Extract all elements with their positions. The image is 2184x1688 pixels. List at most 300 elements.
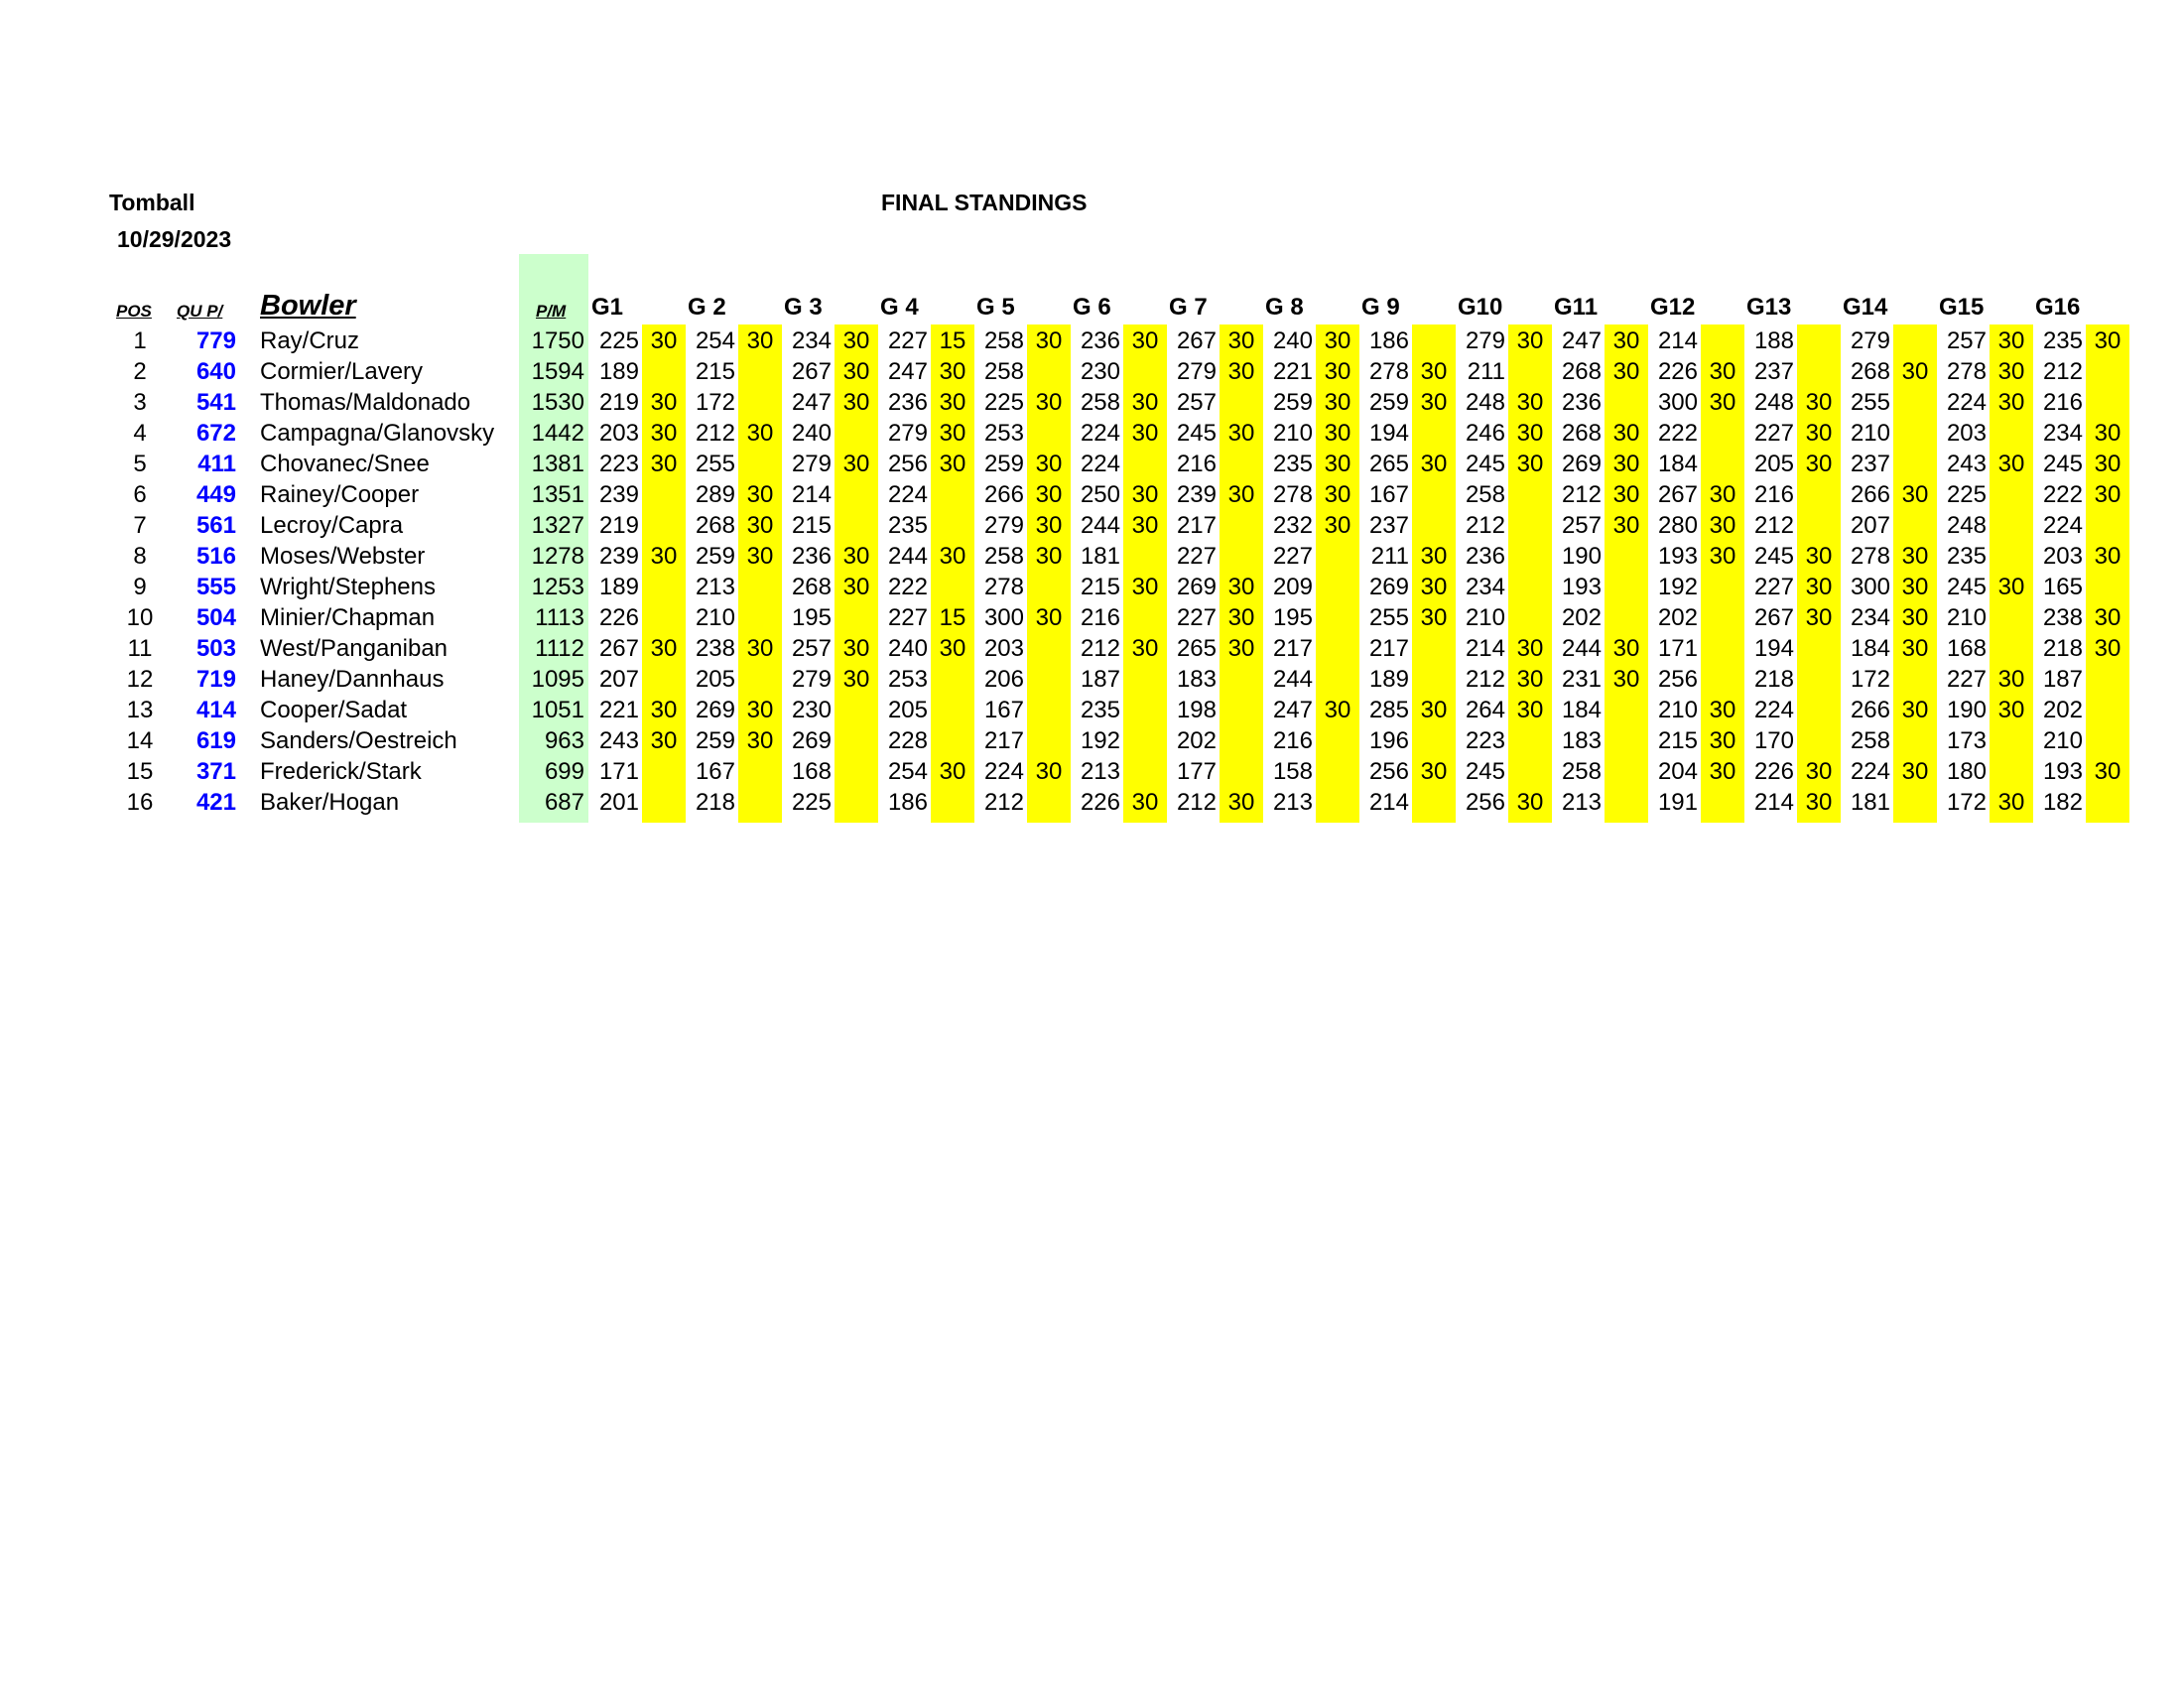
game-bonus-cell: 30 — [939, 451, 966, 477]
game-score-cell: 236 — [1080, 327, 1120, 354]
qualifier-points-cell: 672 — [195, 420, 236, 447]
bowler-name-cell: Frederick/Stark — [260, 758, 422, 785]
position-cell: 13 — [126, 697, 154, 723]
bowler-name-cell: Moses/Webster — [260, 543, 426, 570]
game-bonus-cell: 30 — [1324, 481, 1351, 508]
game-bonus-cell: 30 — [1324, 697, 1351, 723]
game-bonus-cell — [1605, 787, 1648, 818]
game-bonus-cell: 30 — [1324, 389, 1351, 416]
game-bonus-cell: 30 — [1035, 481, 1063, 508]
game-score-cell: 212 — [1465, 512, 1505, 539]
game-score-cell: 254 — [887, 758, 928, 785]
game-bonus-cell: 30 — [1612, 451, 1640, 477]
game-score-cell: 240 — [1272, 327, 1313, 354]
game-score-cell: 213 — [1561, 789, 1602, 816]
game-bonus-cell — [1123, 356, 1167, 387]
position-cell: 7 — [133, 512, 147, 539]
game-bonus-cell: 30 — [1035, 512, 1063, 539]
game-bonus-cell: 30 — [2094, 604, 2121, 631]
game-bonus-cell: 30 — [939, 758, 966, 785]
game-score-cell: 205 — [695, 666, 735, 693]
game-score-cell: 225 — [983, 389, 1024, 416]
game-bonus-cell: 30 — [1901, 574, 1929, 600]
game-score-cell: 210 — [1465, 604, 1505, 631]
game-score-cell: 243 — [598, 727, 639, 754]
game-bonus-cell — [1893, 325, 1937, 356]
position-cell: 3 — [133, 389, 147, 416]
game-bonus-cell: 30 — [1997, 451, 2025, 477]
game-bonus-cell: 30 — [1131, 635, 1159, 662]
game-bonus-cell — [931, 572, 974, 602]
game-bonus-cell: 30 — [1227, 358, 1255, 385]
game-bonus-cell — [1123, 725, 1167, 756]
game-bonus-cell: 30 — [2094, 420, 2121, 447]
game-score-cell: 212 — [2042, 358, 2083, 385]
game-column-header: G 3 — [784, 294, 823, 321]
qualifier-points-cell: 555 — [195, 574, 236, 600]
game-score-cell: 213 — [695, 574, 735, 600]
game-score-cell: 225 — [1946, 481, 1987, 508]
game-bonus-cell: 30 — [1612, 420, 1640, 447]
game-bonus-cell: 30 — [1516, 451, 1544, 477]
game-score-cell: 266 — [983, 481, 1024, 508]
game-bonus-cell — [1027, 787, 1071, 818]
game-bonus-cell: 30 — [842, 358, 870, 385]
game-score-cell: 236 — [1561, 389, 1602, 416]
game-score-cell: 227 — [1753, 574, 1794, 600]
game-score-cell: 202 — [2042, 697, 2083, 723]
game-score-cell: 256 — [1465, 789, 1505, 816]
game-score-cell: 278 — [1946, 358, 1987, 385]
game-column-header: G13 — [1746, 294, 1792, 321]
game-bonus-cell — [1701, 449, 1744, 479]
game-score-cell: 246 — [1465, 420, 1505, 447]
game-score-cell: 248 — [1946, 512, 1987, 539]
game-bonus-cell: 30 — [1997, 666, 2025, 693]
game-score-cell: 204 — [1657, 758, 1698, 785]
game-score-cell: 188 — [1753, 327, 1794, 354]
game-bonus-cell: 30 — [1035, 451, 1063, 477]
game-score-cell: 227 — [1272, 543, 1313, 570]
game-bonus-cell: 30 — [2094, 635, 2121, 662]
game-bonus-cell: 30 — [1324, 451, 1351, 477]
game-score-cell: 245 — [1465, 758, 1505, 785]
game-bonus-cell: 30 — [939, 635, 966, 662]
game-bonus-cell — [1027, 695, 1071, 725]
game-score-cell: 214 — [1368, 789, 1409, 816]
game-bonus-cell: 30 — [1612, 481, 1640, 508]
game-bonus-cell: 30 — [1709, 358, 1736, 385]
game-bonus-cell: 30 — [746, 327, 774, 354]
game-bonus-cell: 30 — [1805, 758, 1833, 785]
game-score-cell: 269 — [1176, 574, 1217, 600]
game-bonus-cell: 30 — [1805, 574, 1833, 600]
game-score-cell: 211 — [1467, 358, 1505, 385]
game-score-cell: 245 — [2042, 451, 2083, 477]
game-score-cell: 172 — [695, 389, 735, 416]
game-score-cell: 236 — [887, 389, 928, 416]
game-score-cell: 255 — [1850, 389, 1890, 416]
game-bonus-cell — [1316, 787, 1359, 818]
game-bonus-cell — [1605, 725, 1648, 756]
game-score-cell: 205 — [887, 697, 928, 723]
game-score-cell: 257 — [791, 635, 832, 662]
game-bonus-cell: 30 — [650, 543, 678, 570]
game-bonus-cell — [1797, 479, 1841, 510]
game-bonus-cell — [1027, 664, 1071, 695]
game-score-cell: 193 — [1561, 574, 1602, 600]
game-bonus-cell — [1701, 602, 1744, 633]
game-bonus-cell: 30 — [1709, 389, 1736, 416]
game-bonus-cell — [835, 602, 878, 633]
game-bonus-cell — [835, 725, 878, 756]
game-bonus-cell — [2086, 356, 2129, 387]
game-bonus-cell — [1316, 756, 1359, 787]
game-score-cell: 269 — [791, 727, 832, 754]
game-score-cell: 269 — [1368, 574, 1409, 600]
game-bonus-cell: 30 — [1612, 666, 1640, 693]
game-score-cell: 217 — [1368, 635, 1409, 662]
pm-cell: 1530 — [531, 389, 584, 416]
pm-cell: 963 — [544, 727, 584, 754]
game-bonus-cell: 30 — [1516, 635, 1544, 662]
game-score-cell: 181 — [1080, 543, 1120, 570]
game-bonus-cell — [1701, 572, 1744, 602]
game-score-cell: 214 — [1465, 635, 1505, 662]
game-bonus-cell: 30 — [1516, 697, 1544, 723]
game-score-cell: 217 — [983, 727, 1024, 754]
bowler-name-cell: Baker/Hogan — [260, 789, 400, 816]
game-score-cell: 236 — [791, 543, 832, 570]
game-bonus-cell — [1990, 418, 2033, 449]
game-column-header: G 7 — [1169, 294, 1208, 321]
game-score-cell: 240 — [887, 635, 928, 662]
game-bonus-cell — [1508, 479, 1552, 510]
game-score-cell: 195 — [1272, 604, 1313, 631]
game-bonus-cell: 30 — [1227, 635, 1255, 662]
game-score-cell: 216 — [1272, 727, 1313, 754]
game-bonus-cell — [1701, 664, 1744, 695]
game-score-cell: 224 — [1080, 420, 1120, 447]
game-score-cell: 224 — [1850, 758, 1890, 785]
bowler-name-cell: Lecroy/Capra — [260, 512, 404, 539]
game-score-cell: 216 — [1753, 481, 1794, 508]
game-score-cell: 218 — [1753, 666, 1794, 693]
game-score-cell: 172 — [1850, 666, 1890, 693]
game-bonus-cell — [2086, 787, 2129, 818]
game-bonus-cell: 30 — [1035, 604, 1063, 631]
game-score-cell: 203 — [983, 635, 1024, 662]
game-score-cell: 224 — [1946, 389, 1987, 416]
game-bonus-cell — [1508, 572, 1552, 602]
game-column-header: G 2 — [688, 294, 726, 321]
game-score-cell: 258 — [983, 543, 1024, 570]
game-bonus-cell — [1508, 510, 1552, 541]
game-bonus-cell: 30 — [1805, 543, 1833, 570]
game-score-cell: 212 — [1561, 481, 1602, 508]
game-bonus-cell — [1220, 664, 1263, 695]
game-bonus-cell: 30 — [1516, 789, 1544, 816]
game-bonus-cell: 30 — [1709, 758, 1736, 785]
game-bonus-cell — [1797, 325, 1841, 356]
game-score-cell: 187 — [1080, 666, 1120, 693]
game-bonus-cell: 30 — [1227, 327, 1255, 354]
game-score-cell: 227 — [887, 327, 928, 354]
game-bonus-cell: 30 — [650, 635, 678, 662]
game-bonus-cell: 30 — [1227, 481, 1255, 508]
game-score-cell: 195 — [791, 604, 832, 631]
game-score-cell: 234 — [2042, 420, 2083, 447]
game-bonus-cell — [1412, 418, 1456, 449]
game-bonus-cell — [1990, 541, 2033, 572]
game-score-cell: 257 — [1946, 327, 1987, 354]
game-score-cell: 239 — [598, 481, 639, 508]
game-bonus-cell: 30 — [842, 543, 870, 570]
game-score-cell: 212 — [1465, 666, 1505, 693]
game-score-cell: 267 — [1657, 481, 1698, 508]
game-score-cell: 232 — [1272, 512, 1313, 539]
game-score-cell: 219 — [598, 512, 639, 539]
game-score-cell: 259 — [695, 543, 735, 570]
game-bonus-cell — [1412, 633, 1456, 664]
game-bonus-cell: 30 — [1131, 389, 1159, 416]
game-bonus-cell: 30 — [2094, 758, 2121, 785]
game-score-cell: 230 — [791, 697, 832, 723]
game-score-cell: 165 — [2042, 574, 2083, 600]
game-bonus-cell: 30 — [842, 327, 870, 354]
game-score-cell: 268 — [1850, 358, 1890, 385]
game-score-cell: 279 — [791, 451, 832, 477]
game-score-cell: 279 — [983, 512, 1024, 539]
game-bonus-cell — [1316, 633, 1359, 664]
game-bonus-cell: 30 — [1516, 389, 1544, 416]
game-bonus-cell: 30 — [650, 420, 678, 447]
game-score-cell: 170 — [1753, 727, 1794, 754]
game-bonus-cell: 30 — [746, 420, 774, 447]
game-score-cell: 218 — [2042, 635, 2083, 662]
game-score-cell: 230 — [1080, 358, 1120, 385]
game-bonus-cell — [1990, 510, 2033, 541]
game-score-cell: 266 — [1850, 697, 1890, 723]
game-score-cell: 186 — [887, 789, 928, 816]
game-score-cell: 256 — [887, 451, 928, 477]
game-score-cell: 183 — [1176, 666, 1217, 693]
game-column-header: G12 — [1650, 294, 1696, 321]
game-bonus-cell — [1701, 787, 1744, 818]
game-score-cell: 244 — [887, 543, 928, 570]
game-score-cell: 257 — [1176, 389, 1217, 416]
game-bonus-cell — [1605, 602, 1648, 633]
game-score-cell: 269 — [695, 697, 735, 723]
position-cell: 2 — [133, 358, 147, 385]
game-score-cell: 222 — [887, 574, 928, 600]
position-cell: 10 — [126, 604, 154, 631]
game-score-cell: 237 — [1850, 451, 1890, 477]
game-score-cell: 279 — [887, 420, 928, 447]
game-score-cell: 184 — [1850, 635, 1890, 662]
qualifier-points-cell: 779 — [195, 327, 236, 354]
game-bonus-cell: 30 — [1324, 512, 1351, 539]
game-bonus-cell — [1701, 325, 1744, 356]
game-score-cell: 181 — [1850, 789, 1890, 816]
game-bonus-cell — [642, 602, 686, 633]
position-cell: 5 — [133, 451, 147, 477]
game-score-cell: 203 — [598, 420, 639, 447]
game-bonus-cell — [738, 664, 782, 695]
game-bonus-cell — [1220, 541, 1263, 572]
pm-cell: 1594 — [531, 358, 584, 385]
game-score-cell: 258 — [1465, 481, 1505, 508]
game-column-header: G 4 — [880, 294, 919, 321]
game-bonus-cell: 30 — [1227, 574, 1255, 600]
game-bonus-cell: 30 — [1131, 574, 1159, 600]
game-bonus-cell: 30 — [746, 727, 774, 754]
game-score-cell: 245 — [1946, 574, 1987, 600]
game-bonus-cell — [1412, 325, 1456, 356]
game-score-cell: 202 — [1561, 604, 1602, 631]
location-label: Tomball — [109, 190, 195, 215]
pm-cell: 1750 — [531, 327, 584, 354]
game-bonus-cell: 30 — [939, 389, 966, 416]
pm-column-header: P/M — [536, 302, 567, 321]
game-score-cell: 184 — [1561, 697, 1602, 723]
game-score-cell: 279 — [791, 666, 832, 693]
game-score-cell: 215 — [695, 358, 735, 385]
qu-column-header: QU P/ — [177, 302, 223, 321]
game-bonus-cell: 30 — [1131, 420, 1159, 447]
game-bonus-cell — [1027, 572, 1071, 602]
game-score-cell: 186 — [1368, 327, 1409, 354]
game-bonus-cell — [1701, 633, 1744, 664]
game-score-cell: 266 — [1850, 481, 1890, 508]
game-score-cell: 257 — [1561, 512, 1602, 539]
game-bonus-cell: 30 — [1901, 697, 1929, 723]
game-score-cell: 193 — [1657, 543, 1698, 570]
game-score-cell: 235 — [1080, 697, 1120, 723]
game-bonus-cell — [1027, 356, 1071, 387]
game-bonus-cell: 30 — [746, 635, 774, 662]
qualifier-points-cell: 516 — [195, 543, 236, 570]
game-bonus-cell — [738, 387, 782, 418]
bowler-name-cell: Sanders/Oestreich — [260, 727, 457, 754]
game-bonus-cell — [1797, 510, 1841, 541]
bowler-name-cell: Chovanec/Snee — [260, 451, 430, 477]
game-bonus-cell: 30 — [842, 451, 870, 477]
game-score-cell: 222 — [2042, 481, 2083, 508]
game-score-cell: 213 — [1272, 789, 1313, 816]
game-score-cell: 227 — [1946, 666, 1987, 693]
pm-cell: 687 — [544, 789, 584, 816]
game-score-cell: 239 — [598, 543, 639, 570]
game-score-cell: 279 — [1465, 327, 1505, 354]
game-bonus-cell: 30 — [939, 420, 966, 447]
game-score-cell: 194 — [1368, 420, 1409, 447]
game-score-cell: 256 — [1368, 758, 1409, 785]
game-score-cell: 259 — [695, 727, 735, 754]
game-bonus-cell — [2086, 664, 2129, 695]
game-score-cell: 201 — [598, 789, 639, 816]
position-cell: 6 — [133, 481, 147, 508]
qualifier-points-cell: 719 — [195, 666, 236, 693]
game-bonus-cell — [738, 756, 782, 787]
game-score-cell: 224 — [1080, 451, 1120, 477]
game-score-cell: 234 — [1465, 574, 1505, 600]
game-bonus-cell — [1893, 418, 1937, 449]
game-bonus-cell: 30 — [1612, 358, 1640, 385]
game-score-cell: 225 — [598, 327, 639, 354]
game-score-cell: 210 — [1850, 420, 1890, 447]
game-score-cell: 228 — [887, 727, 928, 754]
bowler-name-cell: Campagna/Glanovsky — [260, 420, 495, 447]
game-score-cell: 256 — [1657, 666, 1698, 693]
game-score-cell: 221 — [1272, 358, 1313, 385]
game-bonus-cell — [1605, 756, 1648, 787]
game-score-cell: 189 — [598, 574, 639, 600]
game-score-cell: 226 — [1080, 789, 1120, 816]
game-bonus-cell — [1220, 387, 1263, 418]
game-score-cell: 255 — [1368, 604, 1409, 631]
bowler-name-cell: Ray/Cruz — [260, 327, 360, 354]
game-column-header: G10 — [1458, 294, 1503, 321]
pm-cell: 1095 — [531, 666, 584, 693]
game-score-cell: 226 — [1657, 358, 1698, 385]
game-bonus-cell — [1316, 541, 1359, 572]
game-score-cell: 189 — [1368, 666, 1409, 693]
game-score-cell: 268 — [791, 574, 832, 600]
game-bonus-cell: 30 — [1516, 420, 1544, 447]
game-score-cell: 203 — [2042, 543, 2083, 570]
game-score-cell: 236 — [1465, 543, 1505, 570]
game-score-cell: 202 — [1176, 727, 1217, 754]
game-score-cell: 227 — [887, 604, 928, 631]
game-score-cell: 215 — [1657, 727, 1698, 754]
pm-cell: 1442 — [531, 420, 584, 447]
game-score-cell: 210 — [1657, 697, 1698, 723]
game-bonus-cell: 30 — [1901, 358, 1929, 385]
game-column-header: G 5 — [976, 294, 1015, 321]
game-bonus-cell — [1797, 725, 1841, 756]
game-score-cell: 177 — [1176, 758, 1217, 785]
game-score-cell: 250 — [1080, 481, 1120, 508]
game-score-cell: 267 — [598, 635, 639, 662]
game-score-cell: 244 — [1561, 635, 1602, 662]
game-bonus-cell: 30 — [1324, 327, 1351, 354]
game-score-cell: 234 — [1850, 604, 1890, 631]
game-bonus-cell — [1220, 695, 1263, 725]
game-bonus-cell: 30 — [746, 543, 774, 570]
game-bonus-cell — [642, 510, 686, 541]
game-bonus-cell: 30 — [1805, 451, 1833, 477]
game-score-cell: 192 — [1657, 574, 1698, 600]
game-bonus-cell: 30 — [2094, 451, 2121, 477]
game-column-header: G1 — [591, 294, 624, 321]
game-bonus-cell: 30 — [1131, 481, 1159, 508]
game-score-cell: 205 — [1753, 451, 1794, 477]
game-bonus-cell: 15 — [939, 327, 966, 354]
game-score-cell: 259 — [983, 451, 1024, 477]
game-score-cell: 180 — [1946, 758, 1987, 785]
game-bonus-cell — [1893, 787, 1937, 818]
pm-cell: 1113 — [535, 604, 584, 631]
game-score-cell: 167 — [983, 697, 1024, 723]
game-score-cell: 258 — [1850, 727, 1890, 754]
game-bonus-cell: 30 — [1131, 512, 1159, 539]
game-bonus-cell — [2086, 510, 2129, 541]
game-bonus-cell: 30 — [1035, 758, 1063, 785]
game-bonus-cell — [1316, 664, 1359, 695]
game-bonus-cell: 30 — [842, 635, 870, 662]
game-bonus-cell: 30 — [1901, 635, 1929, 662]
